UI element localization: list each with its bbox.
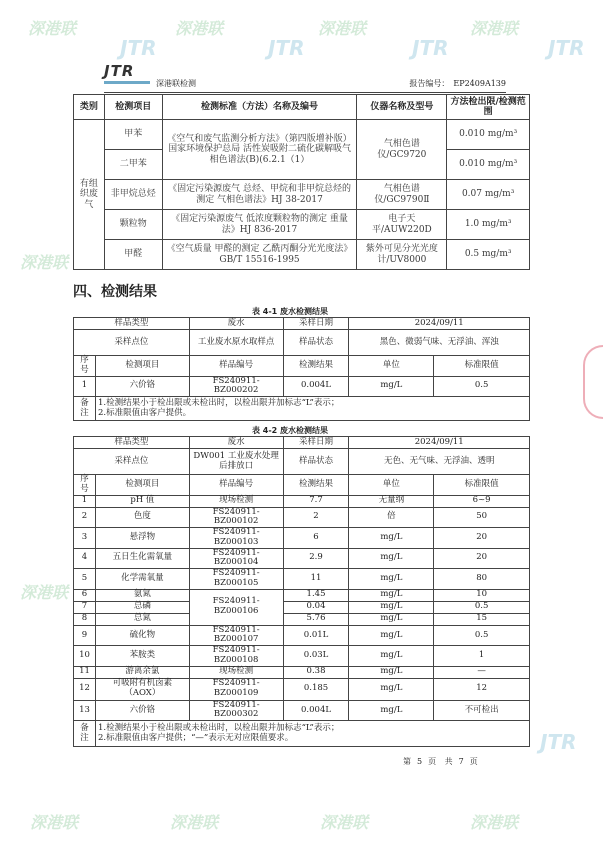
table-row	[74, 666, 530, 678]
cell: 硫化物	[95, 625, 189, 646]
value-cell: 2024/09/11	[349, 318, 530, 330]
cell: 不可检出	[434, 700, 530, 721]
item-cell: 甲苯	[104, 120, 162, 150]
cell: 1	[74, 376, 96, 397]
table-caption: 表 4-1 废水检测结果	[252, 307, 329, 316]
cell: 苯胺类	[95, 646, 189, 667]
col-header: 检测项目	[95, 356, 189, 377]
cell: 11	[283, 569, 349, 590]
cell: FS240911-BZ000104	[189, 548, 283, 569]
cell: 50	[434, 507, 530, 528]
cell: 10	[74, 646, 96, 667]
cell: FS240911-BZ000105	[189, 569, 283, 590]
cell: 氨氮	[95, 589, 189, 601]
cell: 10	[434, 589, 530, 601]
cell: 3	[74, 528, 96, 549]
table-row	[74, 625, 530, 646]
report-number-label: 报告编号：	[409, 79, 450, 88]
cell: 游离余氯	[95, 666, 189, 678]
table-row	[74, 646, 530, 667]
col-header: 样品编号	[189, 475, 283, 496]
item-cell: 二甲苯	[104, 150, 162, 180]
cell: 色度	[95, 507, 189, 528]
table-row	[74, 376, 530, 397]
watermark-text: 深港联	[175, 19, 224, 38]
col-header: 样品编号	[189, 356, 283, 377]
page-header	[104, 62, 506, 93]
watermark-text: 深港联	[470, 813, 519, 832]
cell: 5	[74, 569, 96, 590]
col-header: 序号	[74, 475, 96, 496]
cell: mg/L	[349, 625, 434, 646]
note-cell	[95, 721, 529, 747]
col-header: 单位	[349, 356, 434, 377]
total-suffix: 页	[469, 757, 478, 766]
cell: 1.45	[283, 589, 349, 601]
category-cell: 有组织废气	[74, 120, 105, 270]
value-cell: 废水	[189, 318, 283, 330]
cell: 6	[74, 589, 96, 601]
section-title: 四、检测结果	[73, 284, 157, 300]
page-footer	[400, 756, 481, 767]
cell: mg/L	[349, 666, 434, 678]
cell: FS240911-BZ000202	[189, 376, 283, 397]
note-line: 2.标准限值由客户提供。	[97, 407, 192, 418]
cell: 2.9	[283, 548, 349, 569]
col-header: 方法检出限/检测范围	[447, 95, 530, 120]
value-cell: 2024/09/11	[349, 437, 530, 449]
limit-cell: 0.07 mg/m³	[447, 180, 530, 210]
cell: 6~9	[434, 495, 530, 507]
cell: 7	[74, 601, 96, 613]
limit-cell: 0.010 mg/m³	[447, 120, 530, 150]
cell: 0.03L	[283, 646, 349, 667]
watermark-text: 深港联	[320, 813, 369, 832]
wastewater-table-2	[73, 436, 530, 747]
seal-stamp	[583, 345, 603, 419]
col-header: 检测标准（方法）名称及编号	[162, 95, 357, 120]
report-number-value: EP2409A139	[453, 79, 506, 88]
total-pages: 7	[458, 757, 464, 766]
limit-cell: 0.5 mg/m³	[447, 240, 530, 270]
cell: 12	[434, 678, 530, 700]
cell: 五日生化需氧量	[95, 548, 189, 569]
table-row	[74, 528, 530, 549]
table-row	[74, 601, 530, 613]
cell: 六价铬	[95, 700, 189, 721]
cell: 0.004L	[283, 376, 349, 397]
cell: 六价铬	[95, 376, 189, 397]
cell: 0.5	[434, 376, 530, 397]
watermark-logo: JTR	[120, 36, 157, 60]
cell: 12	[74, 678, 96, 700]
value-cell: 工业废水原水取样点	[189, 330, 283, 356]
cell: FS240911-BZ000102	[189, 507, 283, 528]
cell: FS240911-BZ000107	[189, 625, 283, 646]
method-standard-table	[73, 94, 530, 270]
cell: 1	[434, 646, 530, 667]
cell: mg/L	[349, 528, 434, 549]
cell: 0.5	[434, 625, 530, 646]
note-line: 1.检测结果小于检出限或未检出时，以检出限并加标志“L”表示；	[97, 722, 340, 733]
cell: FS240911-BZ000106	[189, 589, 283, 625]
cell: 9	[74, 625, 96, 646]
col-header: 序号	[74, 356, 96, 377]
watermark-text: 深港联	[20, 583, 69, 602]
cell: 无量纲	[349, 495, 434, 507]
table-row	[74, 700, 530, 721]
page-number: 5	[417, 757, 423, 766]
instrument-cell: 紫外可见分光光度计/UV8000	[357, 240, 447, 270]
logo-underline	[104, 81, 150, 84]
cell: 总磷	[95, 601, 189, 613]
table-row	[74, 548, 530, 569]
method-cell: 《空气和废气监测分析方法》（第四版增补版）国家环境保护总局 活性炭吸附二硫化碳解吸气相色谱法(B)(6.2.1（1）	[162, 120, 357, 180]
instrument-cell: 气相色谱仪/GC9790Ⅱ	[357, 180, 447, 210]
limit-cell: 1.0 mg/m³	[447, 210, 530, 240]
cell: —	[434, 666, 530, 678]
note-label: 备注	[74, 721, 96, 747]
col-header: 检测结果	[283, 356, 349, 377]
cell: mg/L	[349, 646, 434, 667]
instrument-cell: 电子天平/AUW220D	[357, 210, 447, 240]
watermark-text: 深港联	[170, 813, 219, 832]
note-label: 备注	[74, 397, 96, 421]
method-cell: 《固定污染源废气 低浓度颗粒物的测定 重量法》HJ 836-2017	[162, 210, 357, 240]
cell: 1	[74, 495, 96, 507]
value-cell: 废水	[189, 437, 283, 449]
cell: 20	[434, 528, 530, 549]
value-cell: DW001 工业废水处理后排放口	[189, 449, 283, 475]
cell: 悬浮物	[95, 528, 189, 549]
cell: FS240911-BZ000108	[189, 646, 283, 667]
cell: 0.5	[434, 601, 530, 613]
cell: mg/L	[349, 678, 434, 700]
table-row	[74, 495, 530, 507]
watermark-logo: JTR	[412, 36, 449, 60]
label-cell: 采样日期	[283, 437, 349, 449]
label-cell: 样品状态	[283, 330, 349, 356]
cell: 0.004L	[283, 700, 349, 721]
col-header: 类别	[74, 95, 105, 120]
cell: 0.04	[283, 601, 349, 613]
cell: FS240911-BZ000103	[189, 528, 283, 549]
cell: 现场检测	[189, 666, 283, 678]
cell: 0.38	[283, 666, 349, 678]
table-row	[74, 613, 530, 625]
watermark-text: 深港联	[28, 19, 77, 38]
cell: 5.76	[283, 613, 349, 625]
item-cell: 非甲烷总烃	[104, 180, 162, 210]
cell: 现场检测	[189, 495, 283, 507]
cell: 2	[74, 507, 96, 528]
cell: FS240911-BZ000302	[189, 700, 283, 721]
label-cell: 采样点位	[74, 449, 190, 475]
table-caption: 表 4-2 废水检测结果	[252, 426, 329, 435]
cell: 0.185	[283, 678, 349, 700]
cell: FS240911-BZ000109	[189, 678, 283, 700]
cell: 2	[283, 507, 349, 528]
cell: 7.7	[283, 495, 349, 507]
watermark-logo: JTR	[268, 36, 305, 60]
col-header: 检测项目	[104, 95, 162, 120]
watermark-text: 深港联	[30, 813, 79, 832]
col-header: 标准限值	[434, 475, 530, 496]
cell: 总氮	[95, 613, 189, 625]
company-logo: JTR	[104, 62, 135, 80]
cell: mg/L	[349, 601, 434, 613]
cell: pH 值	[95, 495, 189, 507]
col-header: 检测项目	[95, 475, 189, 496]
note-line: 2.标准限值由客户提供；“—”表示无对应限值要求。	[97, 732, 294, 743]
value-cell: 黑色、微弱气味、无浮油、浑浊	[349, 330, 530, 356]
cell: 0.01L	[283, 625, 349, 646]
page-suffix: 页	[428, 757, 437, 766]
note-line: 1.检测结果小于检出限或未检出时，以检出限并加标志“L”表示；	[97, 397, 340, 408]
instrument-cell: 气相色谱仪/GC9720	[357, 120, 447, 180]
cell: mg/L	[349, 569, 434, 590]
table-row	[74, 589, 530, 601]
page-prefix: 第	[403, 757, 411, 766]
label-cell: 采样日期	[283, 318, 349, 330]
label-cell: 样品类型	[74, 318, 190, 330]
col-header: 仪器名称及型号	[357, 95, 447, 120]
cell: mg/L	[349, 548, 434, 569]
table-row	[74, 678, 530, 700]
cell: 6	[283, 528, 349, 549]
col-header: 单位	[349, 475, 434, 496]
cell: 倍	[349, 507, 434, 528]
method-cell: 《空气质量 甲醛的测定 乙酰丙酮分光光度法》GB/T 15516-1995	[162, 240, 357, 270]
table-row	[74, 569, 530, 590]
item-cell: 甲醛	[104, 240, 162, 270]
cell: 13	[74, 700, 96, 721]
cell: mg/L	[349, 589, 434, 601]
watermark-text: 深港联	[20, 253, 69, 272]
item-cell: 颗粒物	[104, 210, 162, 240]
limit-cell: 0.010 mg/m³	[447, 150, 530, 180]
total-prefix: 共	[444, 757, 453, 766]
cell: 15	[434, 613, 530, 625]
cell: 化学需氧量	[95, 569, 189, 590]
method-cell: 《固定污染源废气 总烃、甲烷和非甲烷总烃的测定 气相色谱法》HJ 38-2017	[162, 180, 357, 210]
watermark-text: 深港联	[318, 19, 367, 38]
label-cell: 样品类型	[74, 437, 190, 449]
company-name: 深港联检测	[156, 79, 196, 88]
watermark-logo: JTR	[540, 730, 577, 754]
table-body	[74, 495, 530, 721]
cell: 可吸附有机卤素（AOX）	[95, 678, 189, 700]
watermark-text: 深港联	[470, 19, 519, 38]
cell: 80	[434, 569, 530, 590]
table-row	[74, 507, 530, 528]
note-cell	[95, 397, 529, 421]
report-number	[405, 78, 506, 89]
cell: 8	[74, 613, 96, 625]
col-header: 标准限值	[434, 356, 530, 377]
cell: mg/L	[349, 376, 434, 397]
watermark-logo: JTR	[548, 36, 585, 60]
col-header: 检测结果	[283, 475, 349, 496]
cell: mg/L	[349, 613, 434, 625]
cell: 20	[434, 548, 530, 569]
label-cell: 样品状态	[283, 449, 349, 475]
label-cell: 采样点位	[74, 330, 190, 356]
value-cell: 无色、无气味、无浮油、透明	[349, 449, 530, 475]
cell: 11	[74, 666, 96, 678]
wastewater-table-1	[73, 317, 530, 421]
cell: 4	[74, 548, 96, 569]
cell: mg/L	[349, 700, 434, 721]
